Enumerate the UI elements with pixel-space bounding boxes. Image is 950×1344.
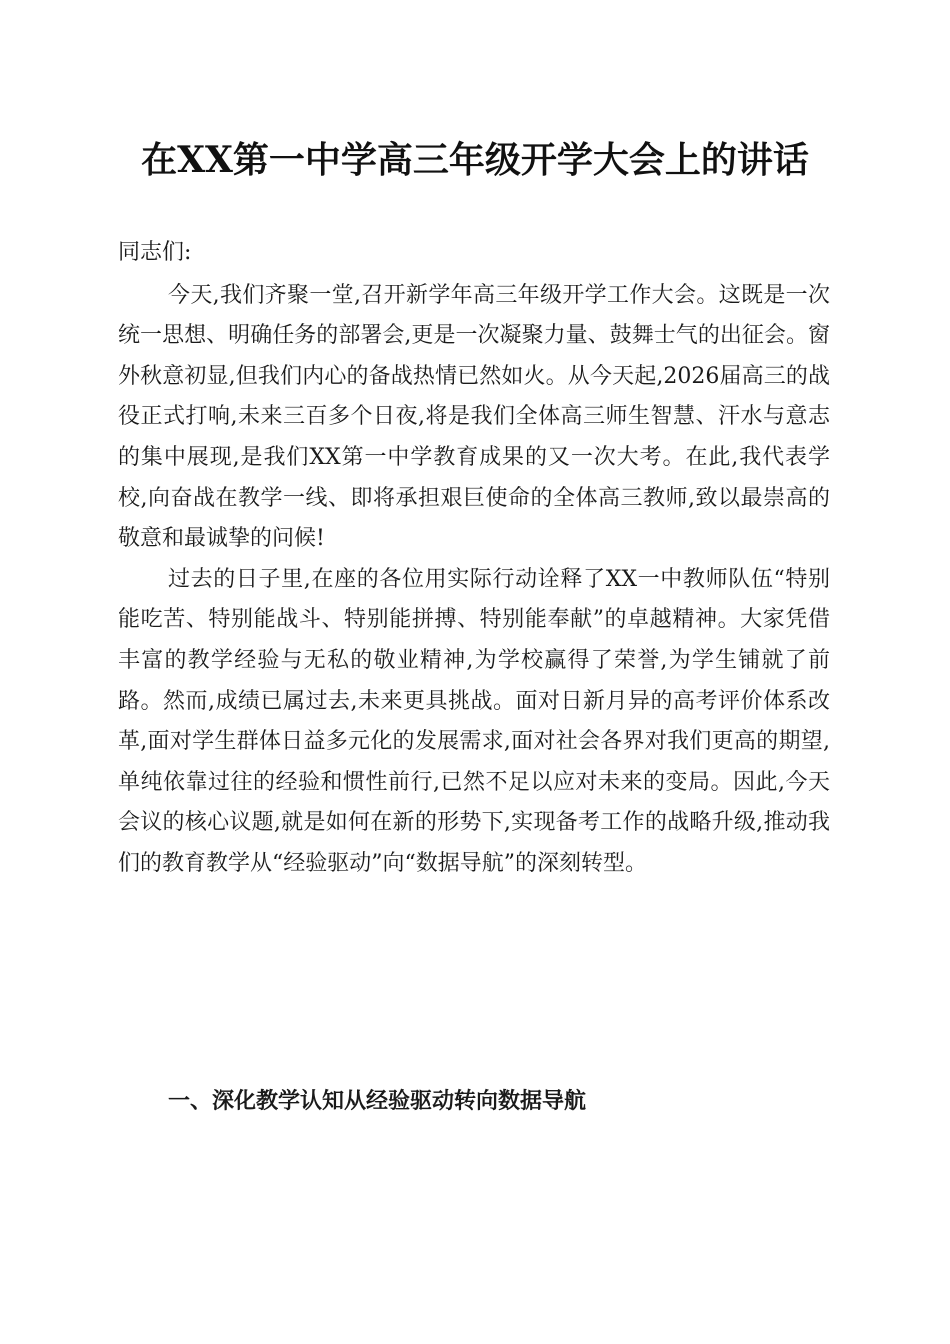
salutation: 同志们: [118, 240, 192, 265]
section-heading: 一、深化教学认知从经验驱动转向数据导航 [168, 1089, 587, 1114]
paragraph-past-achievements: 过去的日子里,在座的各位用实际行动诠释了XX一中教师队伍“特别能吃苦、特别能战斗、特别能拼搏、特别能奉献”的卓越精神。大家凭借丰富的教学经验与无私的敬业精神,为学校赢得了荣誉,为学生铺就了前路。然而,成绩已属过去,未来更具挑战。面对日新月异的高考评价体系改革,面对学生群体日益多元化的发展需求,面对社会各界对我们更高的期望,单纯依靠过往的经验和惯性前行,已然不足以应对未来的变局。因此,今天会议的核心议题,就是如何在新的形势下,实现备考工作的战略升级,推动我们的教育教学从“经验驱动”向“数据导航”的深刻转型。 [118, 566, 830, 876]
document-title: 在XX第一中学高三年级开学大会上的讲话 [141, 139, 809, 181]
document-body [118, 233, 830, 885]
paragraph-opening: 今天,我们齐聚一堂,召开新学年高三年级开学工作大会。这既是一次统一思想、明确任务的部署会,更是一次凝聚力量、鼓舞士气的出征会。窗外秋意初显,但我们内心的备战热情已然如火。从今天起,2026届高三的战役正式打响,未来三百多个日夜,将是我们全体高三师生智慧、汗水与意志的集中展现,是我们XX第一中学教育成果的又一次大考。在此,我代表学校,向奋战在教学一线、即将承担艰巨使命的全体高三教师,致以最崇高的敬意和最诚挚的问候! [118, 282, 830, 552]
